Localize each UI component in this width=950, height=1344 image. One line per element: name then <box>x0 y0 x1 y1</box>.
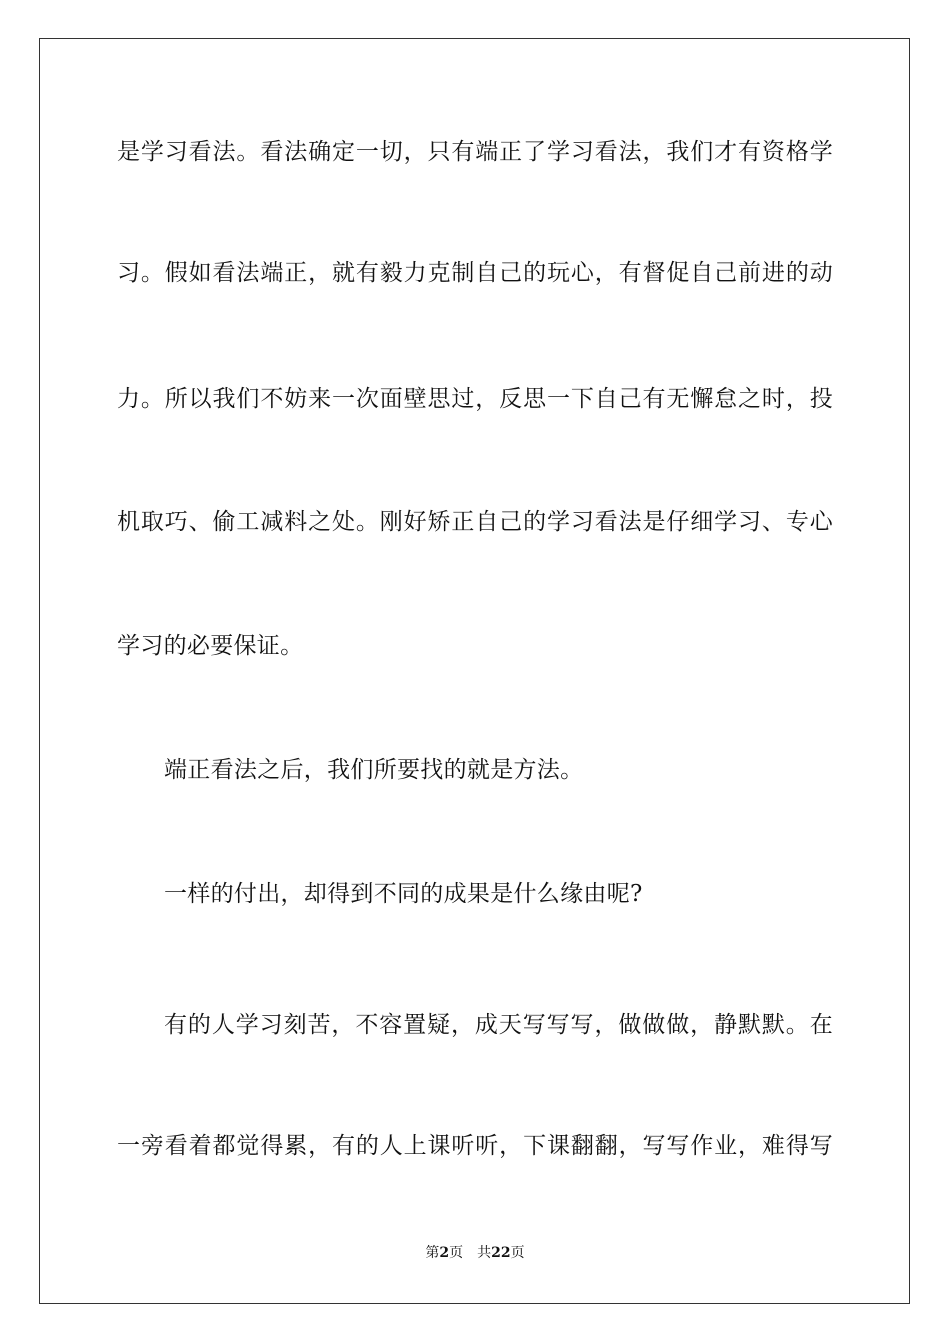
text-line-3: 力。所以我们不妨来一次面壁思过，反思一下自己有无懈怠之时，投 <box>117 386 833 412</box>
text-line-4: 机取巧、偷工减料之处。刚好矫正自己的学习看法是仔细学习、专心 <box>117 509 833 535</box>
text-line-5: 学习的必要保证。 <box>117 633 304 659</box>
paragraph-effort-line-2: 一旁看着都觉得累，有的人上课听听，下课翻翻，写写作业，难得写 <box>117 1133 833 1159</box>
page-prefix: 第 <box>425 1245 440 1261</box>
page-suffix: 页 <box>449 1245 464 1261</box>
paragraph-question: 一样的付出，却得到不同的成果是什么缘由呢? <box>164 881 643 907</box>
page-number: 2 <box>439 1245 450 1261</box>
text-line-1: 是学习看法。看法确定一切，只有端正了学习看法，我们才有资格学 <box>117 139 833 165</box>
total-prefix: 共 <box>477 1245 492 1261</box>
total-pages: 22 <box>491 1245 511 1261</box>
text-line-2: 习。假如看法端正，就有毅力克制自己的玩心，有督促自己前进的动 <box>117 260 833 286</box>
page-border <box>39 38 910 1304</box>
page-footer <box>0 1244 950 1262</box>
paragraph-methods: 端正看法之后，我们所要找的就是方法。 <box>164 757 584 783</box>
total-suffix: 页 <box>510 1245 525 1261</box>
paragraph-effort-line-1: 有的人学习刻苦，不容置疑，成天写写写，做做做，静默默。在 <box>164 1012 833 1038</box>
